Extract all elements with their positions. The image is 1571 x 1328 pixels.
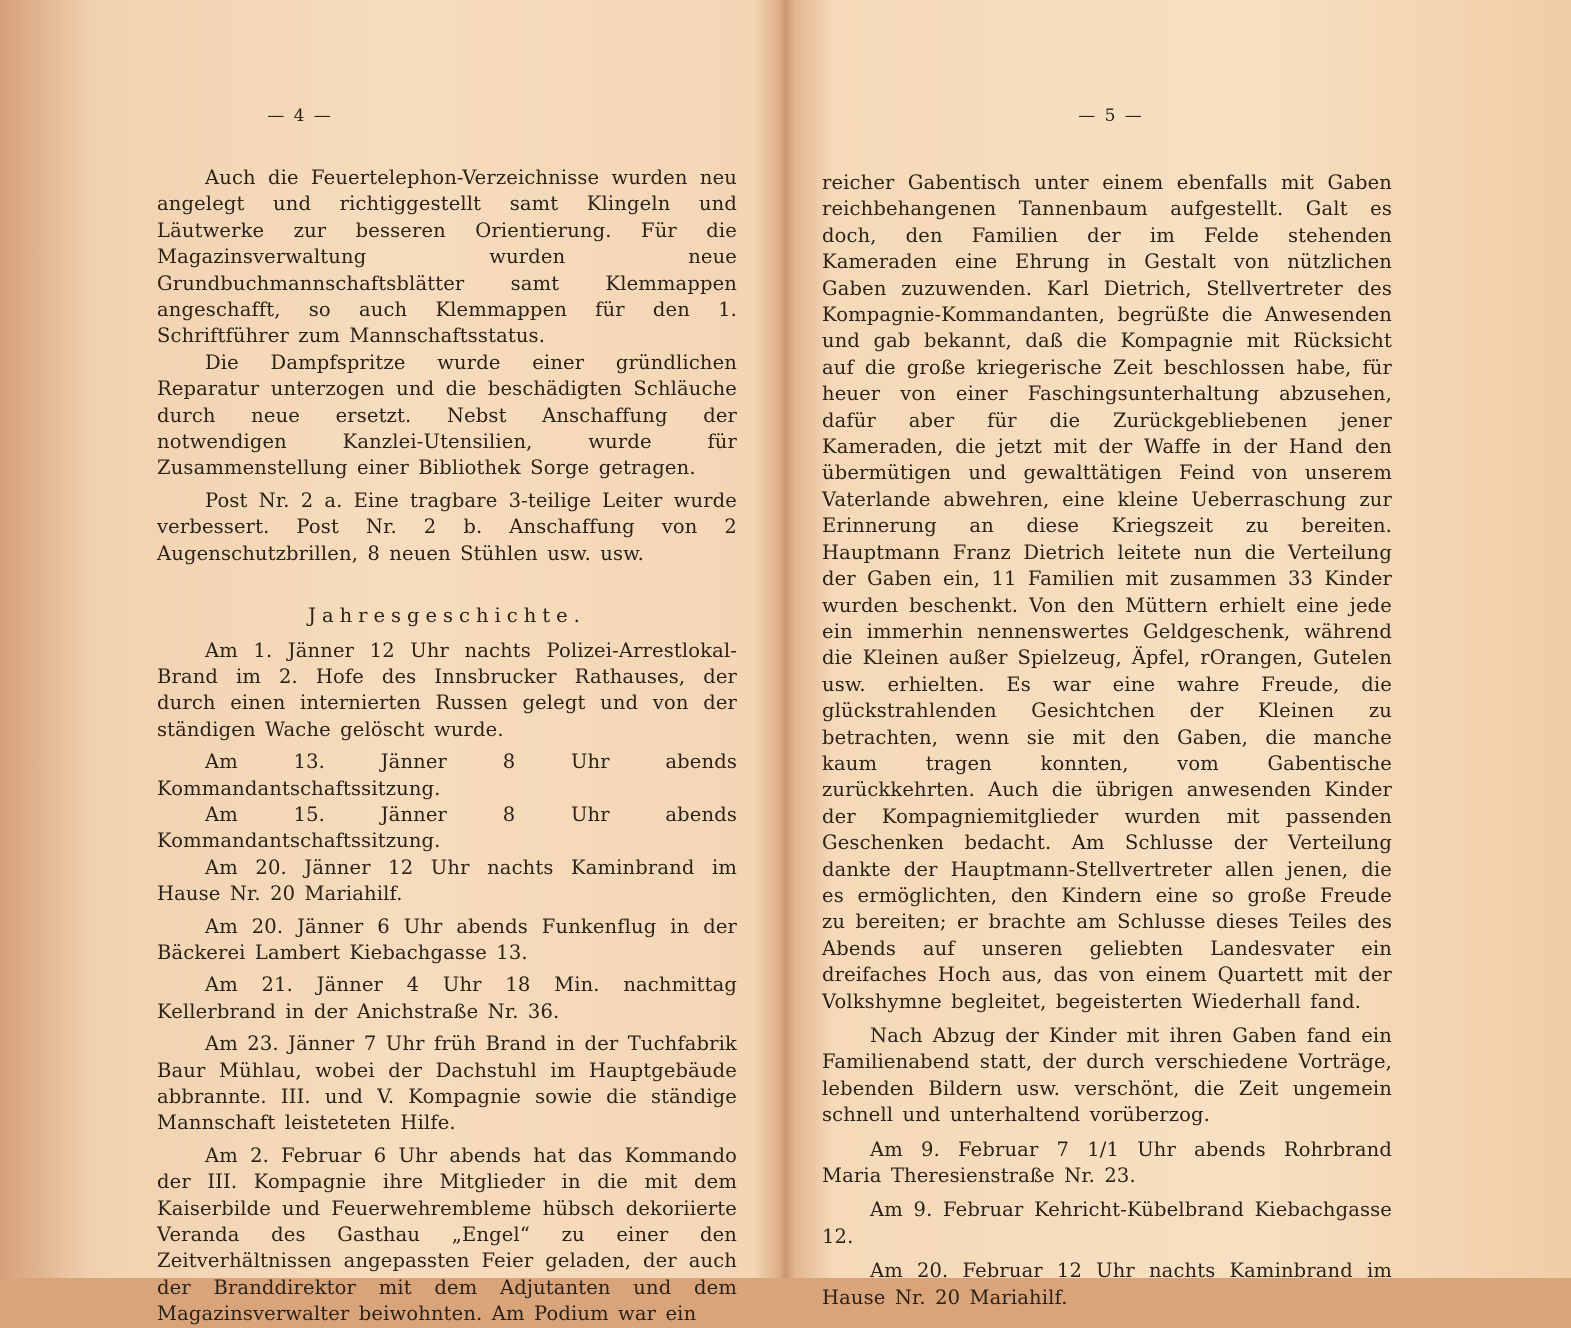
chronicle-entry: Am 9. Februar 7 1/1 Uhr abends Rohrbrand Maria Theresienstraße Nr. 23. (822, 1137, 1392, 1188)
paragraph: Post Nr. 2 a. Eine tragbare 3-teilige Leiter wurde verbessert. Post Nr. 2 b. Anschaffung von 2 Augenschutzbrillen, 8 neuen Stühlen usw. usw. (157, 488, 737, 565)
right-page-text (822, 170, 1392, 1311)
chronicle-entry: Am 23. Jänner 7 Uhr früh Brand in der Tuchfabrik Baur Mühlau, wobei der Dachstuhl im Hauptgebäude abbrannte. III. und V. Kompagnie sowie die ständige Mannschaft leisteteten Hilfe. (157, 1032, 737, 1135)
paragraph: Auch die Feuertelephon-Verzeichnisse wurden neu angelegt und richtiggestellt samt Klingeln und Läutwerke zur besseren Orientierung. Für die Magazinsverwaltung wurden neue Grundbuchmannschaftsblätter samt Klemmappen angeschafft, so auch Klemmappen für den 1. Schriftführer zum Mannschaftsstatus. (157, 166, 737, 348)
chronicle-entry: Am 20. Jänner 6 Uhr abends Funkenflug in der Bäckerei Lambert Kiebachgasse 13. (157, 914, 737, 964)
chronicle-entry: Am 9. Februar Kehricht-Kübelbrand Kiebachgasse 12. (822, 1198, 1392, 1248)
paragraph: reicher Gabentisch unter einem ebenfalls mit Gaben reichbehangenen Tannenbaum aufgestellt. Galt es doch, den Familien der im Felde stehenden Kameraden eine Ehrung in Gestalt von nützlichen Gaben zuzuwenden. Karl Dietrich, Stellvertreter des Kompagnie-Kommandanten, begrüßte die Anwesenden und gab bekannt, daß die Kompagnie mit Rücksicht auf die große kriegerische Zeit beschlossen habe, für heuer von einer Faschingsunterhaltung abzusehen, dafür aber für die Zurückgebliebenen jener Kameraden, die jetzt mit der Waffe in der Hand den übermütigen und gewalttätigen Feind von unserem Vaterlande abwehren, eine kleine Ueberraschung zur Erinnerung an diese Kriegszeit zu bereiten. Hauptmann Franz Dietrich leitete nun die Verteilung der Gaben ein, 11 Familien mit zusammen 33 Kinder wurden beschenkt. Von den Müttern erhielt eine jede ein immerhin nennenswertes Geldgeschenk, während die Kleinen außer Spielzeug, Äpfel, rOrangen, Gutelen usw. erhielten. Es war eine wahre Freude, die glückstrahlenden Gesichtchen der Kleinen zu betrachten, wenn sie mit den Gaben, die manche kaum tragen konnten, vom Gabentische zurückkehrten. Auch die übrigen anwesenden Kinder der Kompagniemitglieder wurden mit passenden Geschenken bedacht. Am Schlusse der Verteilung dankte der Hauptmann-Stellvertreter allen jenen, die es ermöglichten, den Kindern eine so große Freude zu bereiten; er brachte am Schlusse dieses Teiles des Abends auf unseren geliebten Landesvater ein dreifaches Hoch aus, das von einem Quartett mit der Volkshymne begleitet, begeisterten Wiederhall fand. (822, 171, 1392, 1013)
chronicle-entry: Am 20. Jänner 12 Uhr nachts Kaminbrand im Hause Nr. 20 Mariahilf. (157, 855, 737, 906)
left-page-text (157, 165, 737, 1328)
page-number: — 5 — (1078, 106, 1144, 126)
left-page (0, 0, 785, 1326)
paragraph: Die Dampfspritze wurde einer gründlichen Reparatur unterzogen und die beschädigten Schläuche durch neue ersetzt. Nebst Anschaffung der notwendigen Kanzlei-Utensilien, wurde für Zusammenstellung einer Bibliothek Sorge getragen. (157, 350, 737, 480)
right-page (786, 0, 1571, 1309)
chronicle-entry: Am 15. Jänner 8 Uhr abends Kommandantschaftssitzung. (157, 802, 737, 853)
chronicle-entry: Am 20. Februar 12 Uhr nachts Kaminbrand im Hause Nr. 20 Mariahilf. (822, 1259, 1392, 1309)
chronicle-entry: Am 13. Jänner 8 Uhr abends Kommandantschaftssitzung. (157, 750, 737, 800)
section-heading: Jahresgeschichte. (308, 604, 586, 628)
paragraph: Nach Abzug der Kinder mit ihren Gaben fand ein Familienabend statt, der durch verschiedene Vorträge, lebenden Bildern usw. verschönt, die Zeit ungemein schnell und unterhaltend vorüberzog. (822, 1024, 1392, 1127)
chronicle-entry: Am 2. Februar 6 Uhr abends hat das Kommando der III. Kompagnie ihre Mitglieder in die mit dem Kaiserbilde und Feuerwehrembleme hübsch dekoriierte Veranda des Gasthau „Engel“ zu einer den Zeitverhältnissen angepassten Feier geladen, der auch der Branddirektor mit dem Adjutanten und dem Magazinsverwalter beiwohnten. Am Podium war ein (157, 1143, 737, 1326)
chronicle-entry: Am 1. Jänner 12 Uhr nachts Polizei-Arrestlokal-Brand im 2. Hofe des Innsbrucker Rathauses, der durch einen internierten Russen gelegt und von der ständigen Wache gelöscht wurde. (157, 638, 737, 741)
chronicle-entry: Am 21. Jänner 4 Uhr 18 Min. nachmittag Kellerbrand in der Anichstraße Nr. 36. (157, 973, 737, 1023)
page-number: — 4 — (267, 106, 333, 126)
